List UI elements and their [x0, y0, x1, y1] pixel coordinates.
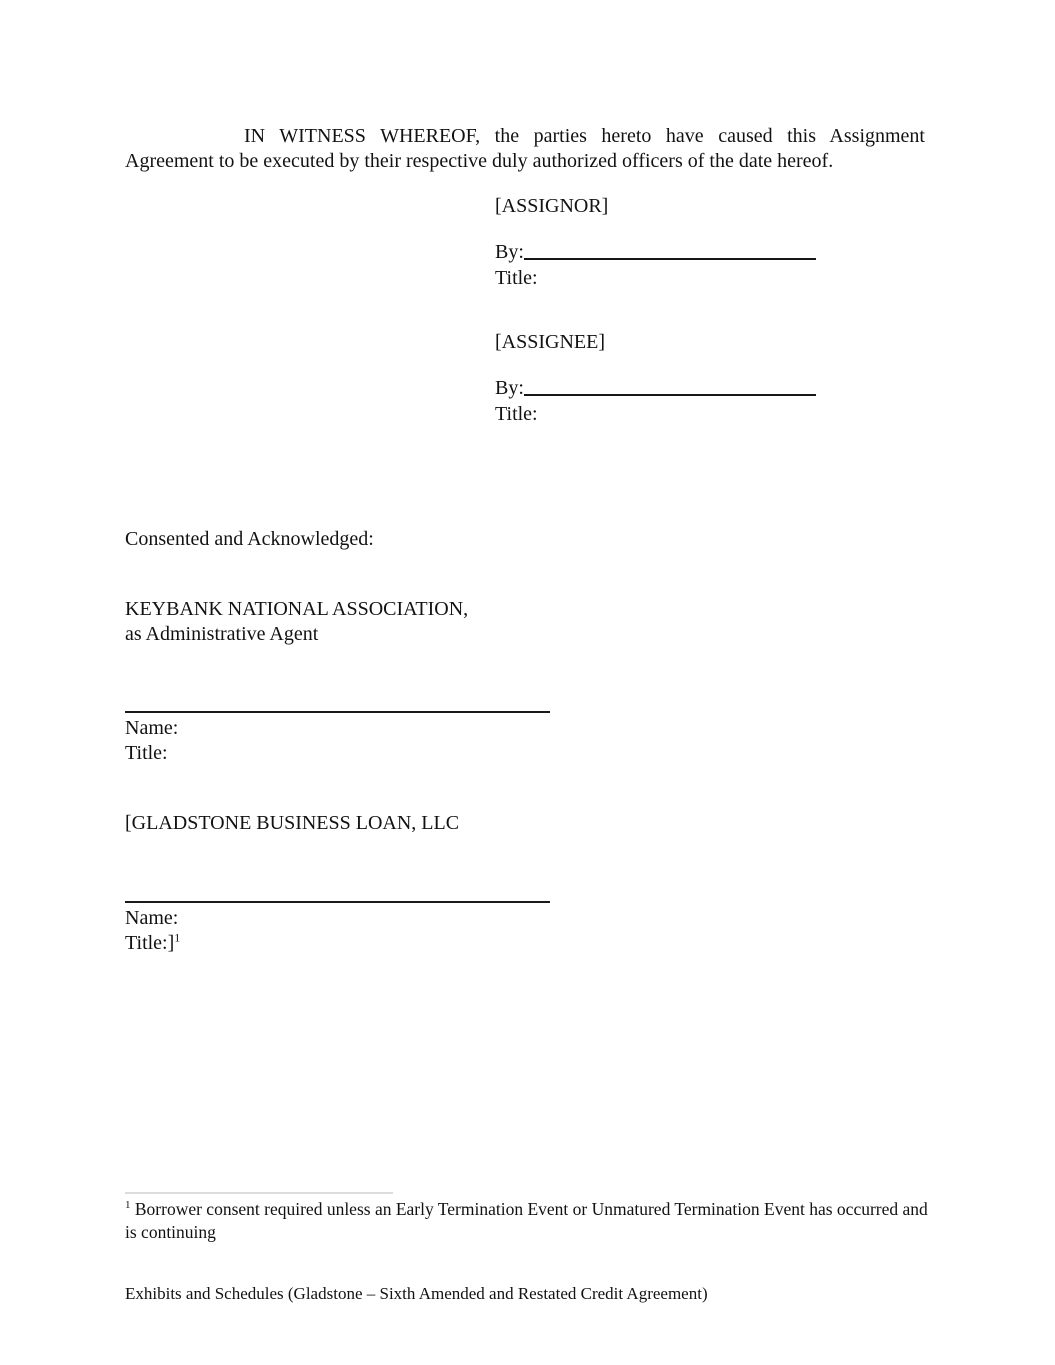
assignee-heading: [ASSIGNEE]	[495, 331, 605, 353]
gladstone-name-title-block	[125, 906, 545, 956]
keybank-signature-line	[125, 711, 550, 713]
keybank-name: KEYBANK NATIONAL ASSOCIATION,	[125, 598, 469, 620]
assignor-title-label: Title:	[495, 267, 538, 289]
footnote-text: Borrower consent required unless an Early Termination Event or Unmatured Termination Event has occurred and is continuing	[125, 1199, 928, 1242]
gladstone-title-label: Title:]	[125, 932, 175, 954]
keybank-block	[125, 597, 645, 647]
gladstone-signature-line	[125, 901, 550, 903]
footnote-separator	[125, 1192, 393, 1194]
keybank-title-label: Title:	[125, 742, 168, 764]
assignee-by-label: By:	[495, 377, 524, 399]
assignor-by-signature-line	[524, 258, 816, 260]
gladstone-name-label: Name:	[125, 907, 179, 929]
assignee-title-label: Title:	[495, 403, 538, 425]
keybank-role: as Administrative Agent	[125, 623, 319, 645]
assignor-heading: [ASSIGNOR]	[495, 195, 609, 217]
assignor-by-label: By:	[495, 241, 524, 263]
footnote	[125, 1198, 933, 1244]
consent-heading: Consented and Acknowledged:	[125, 528, 374, 550]
assignee-by-signature-line	[524, 394, 816, 396]
gladstone-name: [GLADSTONE BUSINESS LOAN, LLC	[125, 812, 460, 834]
gladstone-title-row	[125, 931, 545, 956]
page-footer: Exhibits and Schedules (Gladstone – Sixth Amended and Restated Credit Agreement)	[125, 1284, 708, 1303]
spacer	[495, 354, 915, 375]
assignor-signature-block	[495, 194, 915, 291]
assignor-by-row	[495, 239, 915, 265]
footnote-marker: 1	[125, 1199, 131, 1212]
assignee-by-row	[495, 375, 915, 401]
gladstone-block	[125, 811, 645, 836]
spacer	[495, 218, 915, 239]
witness-paragraph: IN WITNESS WHEREOF, the parties hereto have caused this Assignment Agreement to be executed by their respective duly authorized officers of the date hereof.	[125, 125, 925, 172]
assignee-signature-block	[495, 330, 915, 427]
keybank-name-title-block	[125, 716, 545, 766]
keybank-name-label: Name:	[125, 717, 179, 739]
footnote-reference: 1	[174, 930, 181, 945]
